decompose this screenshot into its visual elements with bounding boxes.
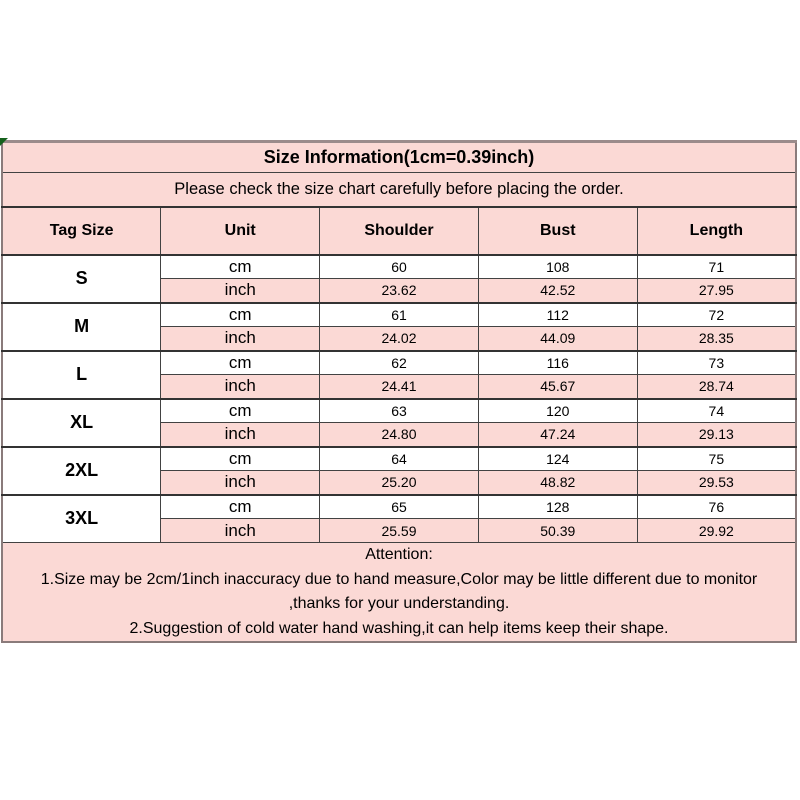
shoulder-value: 62	[320, 351, 479, 375]
bust-value: 48.82	[478, 471, 637, 495]
shoulder-value: 25.59	[320, 519, 479, 543]
unit-cell: inch	[161, 327, 320, 351]
unit-cell: inch	[161, 423, 320, 447]
size-label-2xl: 2XL	[2, 447, 161, 495]
bust-value: 128	[478, 495, 637, 519]
shoulder-value: 24.02	[320, 327, 479, 351]
shoulder-value: 61	[320, 303, 479, 327]
table-header-row	[2, 207, 796, 255]
shoulder-value: 60	[320, 255, 479, 279]
bust-value: 120	[478, 399, 637, 423]
table-row	[2, 399, 796, 423]
attention-row	[2, 543, 796, 643]
table-row	[2, 447, 796, 471]
shoulder-value: 63	[320, 399, 479, 423]
attention-note	[2, 543, 796, 643]
length-value: 27.95	[637, 279, 796, 303]
length-value: 71	[637, 255, 796, 279]
length-value: 76	[637, 495, 796, 519]
bust-value: 50.39	[478, 519, 637, 543]
attention-heading: Attention:	[365, 546, 433, 563]
bust-value: 108	[478, 255, 637, 279]
shoulder-value: 25.20	[320, 471, 479, 495]
attention-line: ,thanks for your understanding.	[288, 595, 510, 612]
size-label-s: S	[2, 255, 161, 303]
bust-value: 42.52	[478, 279, 637, 303]
length-value: 75	[637, 447, 796, 471]
table-row	[2, 303, 796, 327]
bust-value: 124	[478, 447, 637, 471]
unit-cell: inch	[161, 375, 320, 399]
length-value: 72	[637, 303, 796, 327]
bust-value: 112	[478, 303, 637, 327]
col-header-unit: Unit	[161, 207, 320, 255]
length-value: 28.35	[637, 327, 796, 351]
unit-cell: cm	[161, 399, 320, 423]
table-row	[2, 351, 796, 375]
unit-cell: cm	[161, 495, 320, 519]
shoulder-value: 23.62	[320, 279, 479, 303]
col-header-bust: Bust	[478, 207, 637, 255]
table-row	[2, 255, 796, 279]
unit-cell: cm	[161, 303, 320, 327]
page-title: Size Information(1cm=0.39inch)	[2, 142, 796, 173]
length-value: 73	[637, 351, 796, 375]
unit-cell: cm	[161, 447, 320, 471]
shoulder-value: 24.41	[320, 375, 479, 399]
attention-line: 1.Size may be 2cm/1inch inaccuracy due to hand measure,Color may be little different due to monitor	[40, 570, 758, 588]
length-value: 29.13	[637, 423, 796, 447]
shoulder-value: 65	[320, 495, 479, 519]
length-value: 74	[637, 399, 796, 423]
size-chart	[1, 140, 797, 643]
bust-value: 47.24	[478, 423, 637, 447]
subtitle-row	[2, 173, 796, 207]
subtitle-note: Please check the size chart carefully before placing the order.	[2, 173, 796, 207]
unit-cell: cm	[161, 351, 320, 375]
bust-value: 116	[478, 351, 637, 375]
size-label-m: M	[2, 303, 161, 351]
col-header-shoulder: Shoulder	[320, 207, 479, 255]
unit-cell: cm	[161, 255, 320, 279]
size-table	[1, 140, 797, 643]
shoulder-value: 64	[320, 447, 479, 471]
size-label-l: L	[2, 351, 161, 399]
length-value: 29.92	[637, 519, 796, 543]
size-label-xl: XL	[2, 399, 161, 447]
length-value: 28.74	[637, 375, 796, 399]
table-row	[2, 495, 796, 519]
title-row	[2, 142, 796, 173]
col-header-tag-size: Tag Size	[2, 207, 161, 255]
unit-cell: inch	[161, 279, 320, 303]
col-header-length: Length	[637, 207, 796, 255]
bust-value: 44.09	[478, 327, 637, 351]
unit-cell: inch	[161, 471, 320, 495]
length-value: 29.53	[637, 471, 796, 495]
attention-line: 2.Suggestion of cold water hand washing,it can help items keep their shape.	[129, 619, 669, 637]
corner-artifact-icon	[0, 138, 8, 146]
size-label-3xl: 3XL	[2, 495, 161, 543]
unit-cell: inch	[161, 519, 320, 543]
shoulder-value: 24.80	[320, 423, 479, 447]
bust-value: 45.67	[478, 375, 637, 399]
